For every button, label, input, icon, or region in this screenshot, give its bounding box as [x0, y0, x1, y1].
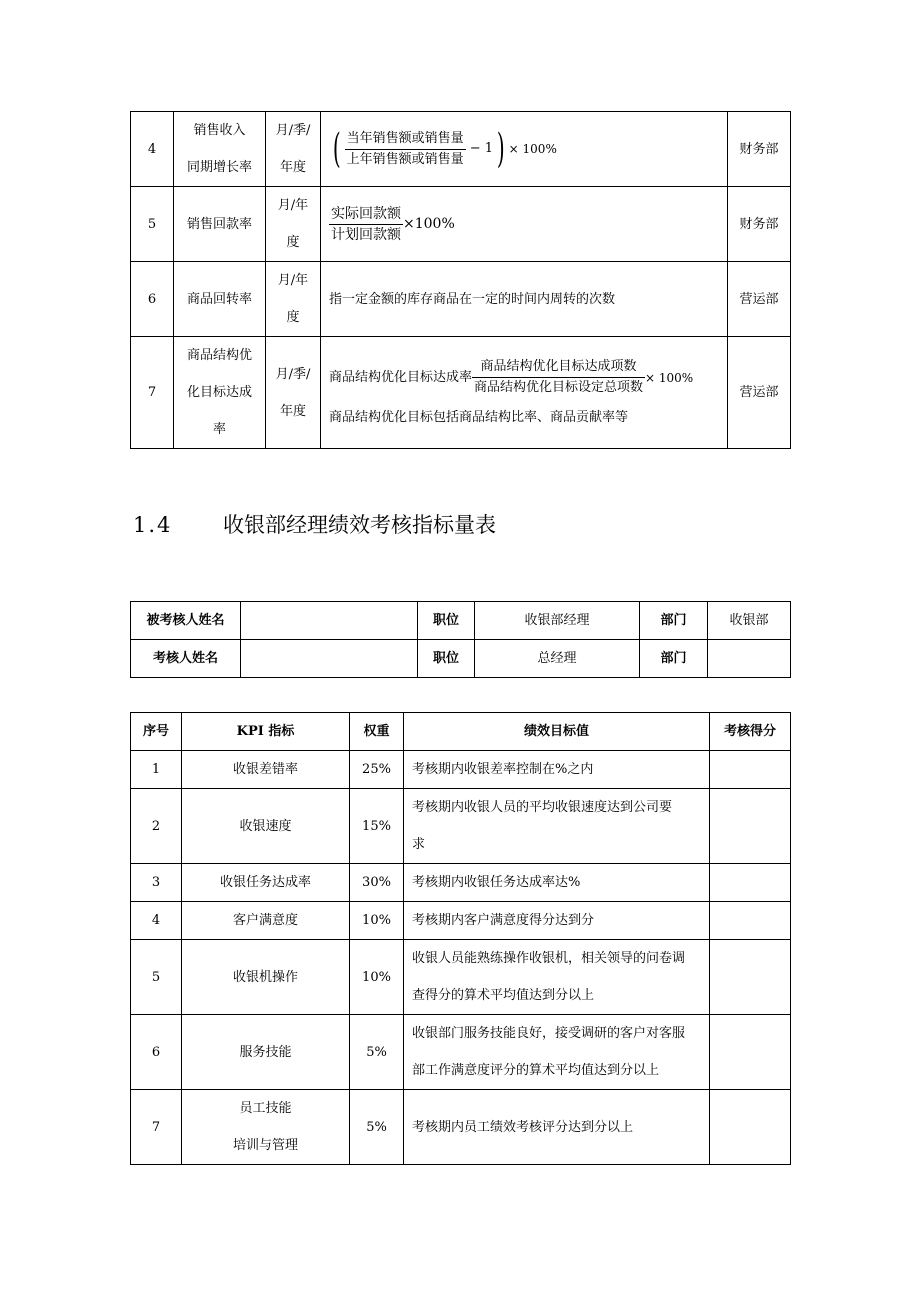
formula-cell: 商品结构优化目标达成率 $\frac{\text{商品结构优化目标达成项数}}{\text{商品结构优化目标设定总项数}}$ × 100% 商品结构优化目标包括商品结构比率、商品贡献率等 [321, 337, 728, 449]
table-row [131, 337, 791, 449]
table-row: 4 客户满意度 10% 考核期内客户满意度得分达到分 [131, 902, 791, 940]
section-heading [133, 510, 496, 540]
table-row [131, 262, 791, 337]
formula-cell: ( $\frac{\text{当年销售额或销售量}}{\text{上年销售额或销售量}}$ − 1) × 100% [321, 112, 728, 187]
header-kpi: KPI 指标 [182, 713, 350, 751]
header-weight: 权重 [350, 713, 404, 751]
assessor-position: 总经理 [475, 640, 640, 678]
indicator-name: 商品回转率 [174, 262, 266, 337]
assessor-department [708, 640, 791, 678]
department: 财务部 [728, 112, 791, 187]
table-row: 1 收银差错率 25% 考核期内收银差率控制在%之内 [131, 751, 791, 789]
row-number: 5 [131, 187, 174, 262]
table-row [131, 112, 791, 187]
label-department: 部门 [640, 640, 708, 678]
department: 营运部 [728, 337, 791, 449]
label-assessor-name: 考核人姓名 [131, 640, 241, 678]
info-table [130, 601, 791, 678]
indicator-name: 销售收入 同期增长率 [174, 112, 266, 187]
fraction: $\frac{\text{实际回款额}}{\text{计划回款额}}$ [331, 205, 401, 243]
table-row: 5 收银机操作 10% 收银人员能熟练操作收银机，相关领导的问卷调 查得分的算术平均值达到分以上 [131, 940, 791, 1015]
department: 财务部 [728, 187, 791, 262]
assessee-department: 收银部 [708, 602, 791, 640]
header-no: 序号 [131, 713, 182, 751]
label-position: 职位 [418, 640, 475, 678]
table-row: 2 收银速度 15% 考核期内收银人员的平均收银速度达到公司要 求 [131, 789, 791, 864]
formula-note: 商品结构优化目标包括商品结构比率、商品贡献率等 [329, 410, 629, 425]
section-number: 1.4 [133, 513, 173, 537]
label-position: 职位 [418, 602, 475, 640]
table-row [131, 602, 791, 640]
department: 营运部 [728, 262, 791, 337]
header-score: 考核得分 [710, 713, 791, 751]
label-department: 部门 [640, 602, 708, 640]
header-target: 绩效目标值 [404, 713, 710, 751]
period: 月/季/ 年度 [266, 337, 321, 449]
formula-cell: $\frac{\text{实际回款额}}{\text{计划回款额}}$ ×100% [321, 187, 728, 262]
section-title: 收银部经理绩效考核指标量表 [223, 513, 496, 537]
assessor-name [241, 640, 418, 678]
table-row: 6 服务技能 5% 收银部门服务技能良好，接受调研的客户对客服 部工作满意度评分的算术平均值达到分以上 [131, 1015, 791, 1090]
table-row [131, 187, 791, 262]
row-number: 6 [131, 262, 174, 337]
kpi-table-top [130, 111, 791, 449]
period: 月/季/ 年度 [266, 112, 321, 187]
kpi-table [130, 712, 791, 1165]
assessee-position: 收银部经理 [475, 602, 640, 640]
row-number: 4 [131, 112, 174, 187]
period: 月/年 度 [266, 187, 321, 262]
table-row: 7 员工技能 培训与管理 5% 考核期内员工绩效考核评分达到分以上 [131, 1090, 791, 1165]
period: 月/年 度 [266, 262, 321, 337]
indicator-name: 销售回款率 [174, 187, 266, 262]
fraction: $\frac{\text{当年销售额或销售量}}{\text{上年销售额或销售量}}$ [346, 130, 464, 167]
table-header-row [131, 713, 791, 751]
assessee-name [241, 602, 418, 640]
indicator-name: 商品结构优 化目标达成 率 [174, 337, 266, 449]
table-row: 3 收银任务达成率 30% 考核期内收银任务达成率达% [131, 864, 791, 902]
formula-cell: 指一定金额的库存商品在一定的时间内周转的次数 [321, 262, 728, 337]
label-assessee-name: 被考核人姓名 [131, 602, 241, 640]
table-row [131, 640, 791, 678]
fraction: $\frac{\text{商品结构优化目标达成项数}}{\text{商品结构优化目标设定总项数}}$ [474, 359, 644, 395]
row-number: 7 [131, 337, 174, 449]
